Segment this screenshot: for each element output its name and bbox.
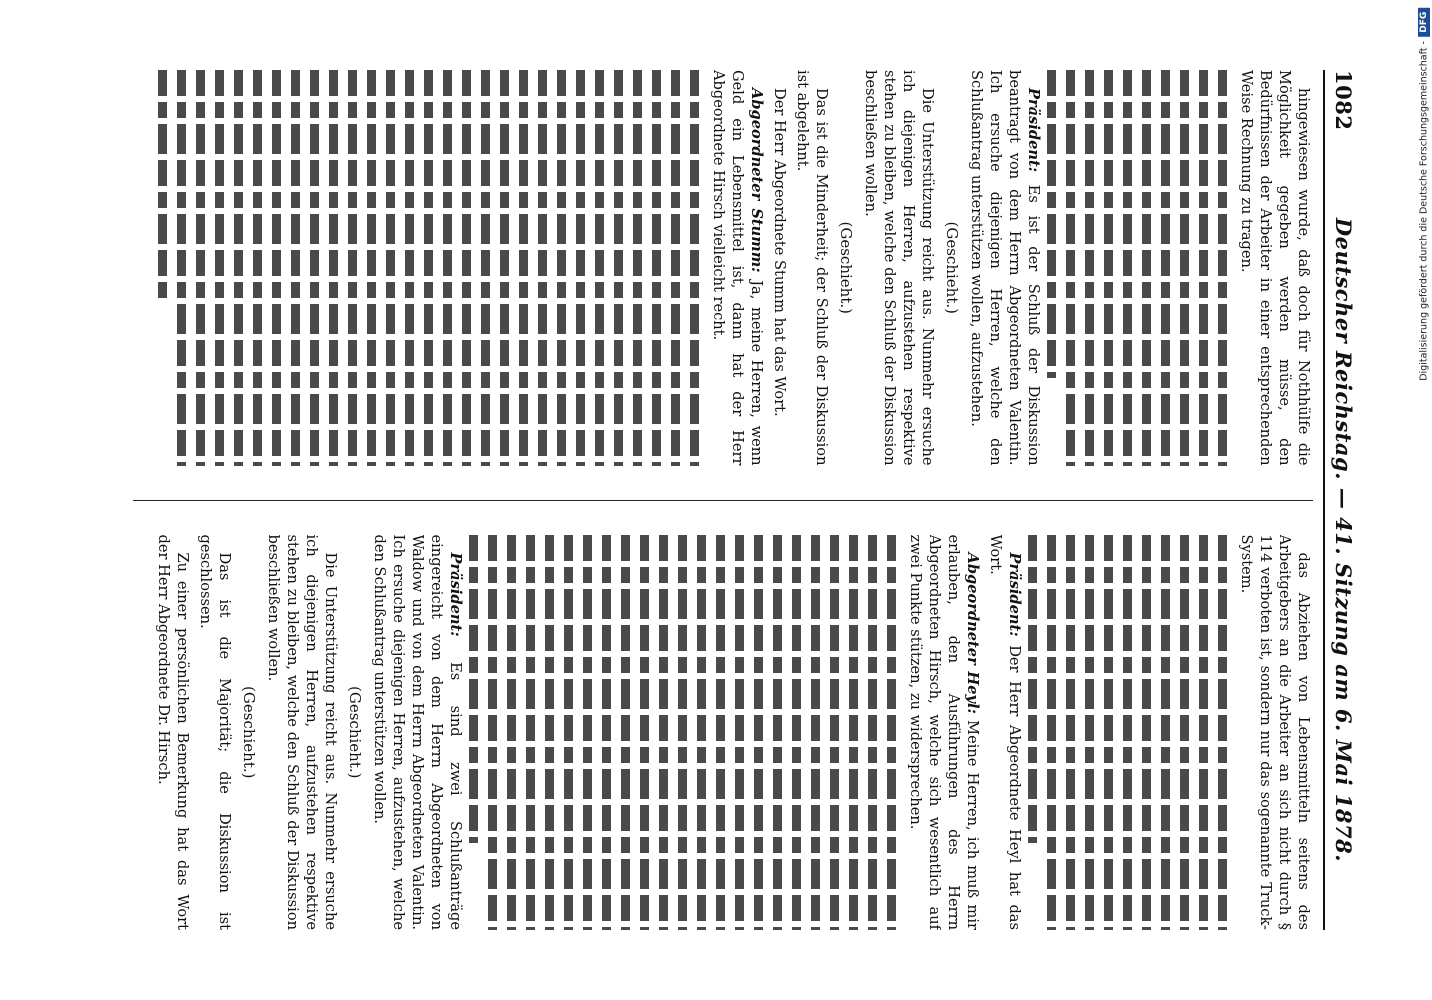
text-line [154,70,173,299]
procedural-note: (Geschieht.) [837,221,855,314]
speaker-label: Abgeordneter Heyl: [964,552,981,714]
text-line [496,70,515,466]
statement-text: Meine Herren, ich muß mir erlauben, den Ausführungen des Herrn Abgeordneten Hirsch, welche sich wesentlich auf zwei Punkte stützen, zu widersprechen. [907,534,981,930]
text-line [686,70,705,466]
text-line [344,70,363,466]
text-line [306,70,325,466]
text-line [439,70,458,466]
scanned-page [56,40,1376,960]
text-line [674,535,693,931]
text-line [826,535,845,931]
paragraph: Die Unterstützung reicht aus. Nunmehr ersuche ich diejenigen Herren, aufzustehen respektive stehen zu bleiben, welche den Schluß der Diskussion beschließen wollen. [862,70,936,466]
text-line [1024,535,1043,843]
paragraph: Die Unterstützung reicht aus. Nunmehr ersuche ich diejenigen Herren, aufzustehen respektive stehen zu bleiben, welche den Schluß der Diskussion beschließen wollen. [265,534,339,930]
text-line [211,70,230,466]
president-statement [967,70,1043,466]
text-line [712,535,731,931]
text-line [192,70,211,466]
text-line [515,70,534,466]
text-line [1176,535,1195,931]
procedural-note: (Geschieht.) [346,686,364,779]
column-divider [133,500,1313,501]
text-line [648,70,667,466]
paragraph: Das ist die Majorität; die Diskussion ist geschlossen. [197,534,233,930]
procedural-note: (Geschieht.) [240,686,258,779]
text-line [807,535,826,931]
text-line [1119,70,1138,466]
left-column [133,70,1313,466]
text-line [591,70,610,466]
text-line [1195,535,1214,931]
text-line [617,535,636,931]
text-line [458,70,477,466]
text-line [1100,535,1119,931]
paragraph: hingewiesen wurde, daß doch für Nothhülfe die Möglichkeit gegeben werden müsse, den Bedürfnissen der Arbeiter in einer entsprechenden Weise Rechnung zu tragen. [1238,70,1312,466]
statement-text: Ja, meine Herren, wenn Geld ein Lebensmittel ist, dann hat der Herr Abgeordnete Hirsch vielleicht recht. [710,70,765,466]
digitization-text: Digitalisierung gefördert durch die Deutsche Forschungsgemeinschaft - [1418,41,1430,381]
dfg-logo-icon: DFG [1418,8,1430,37]
paragraph: das Abziehen von Lebensmitteln seitens des Arbeitgebers an die Arbeiter an sich nicht durch § 114 verboten ist, sondern nur das sogenannte Truck-System. [1238,534,1312,930]
statement-text: Der Herr Abgeordnete Heyl hat das Wort. [987,534,1023,930]
text-line [1119,535,1138,931]
text-line [1062,70,1081,466]
speaker-label: Abgeordneter Stumm: [748,88,765,273]
paragraph: Der Herr Abgeordnete Stumm hat das Wort. [771,88,788,417]
text-line [560,535,579,931]
text-line [572,70,591,466]
text-line [750,535,769,931]
text-line [636,535,655,931]
text-line [287,70,306,466]
text-line [401,70,420,466]
text-line [629,70,648,466]
text-line [864,535,883,931]
text-line [465,535,484,843]
procedural-note: (Geschieht.) [943,221,961,314]
text-line [693,535,712,931]
text-line [1195,70,1214,466]
speaker-label: Präsident: [1006,552,1023,637]
paragraph: Das ist die Minderheit; der Schluß der Diskussion ist abgelehnt. [794,70,830,466]
text-line [769,535,788,931]
text-line [1214,535,1233,931]
statement-text: Es sind zwei Schlußanträge eingereicht von dem Herrn Abgeordneten von Waldow und von dem Herrn Abgeordneten Valentin. Ich ersuche diejenigen Herren, aufzustehen, welche den Schlußantrag unterstützen wollen. [371,534,464,930]
text-line [1081,535,1100,931]
text-line [667,70,686,466]
page-number: 1082 [1331,70,1356,131]
running-header [1323,70,1356,930]
text-line [788,535,807,931]
text-line [420,70,439,466]
text-line [382,70,401,466]
digitization-note [1418,8,1430,381]
text-line [1081,70,1100,466]
text-line [1043,70,1062,378]
text-line [230,70,249,466]
text-line [363,70,382,466]
text-line [845,535,864,931]
text-line [1062,535,1081,931]
text-columns [133,70,1313,930]
text-line [1157,535,1176,931]
text-line [883,535,902,931]
text-line [484,535,503,931]
text-line [541,535,560,931]
speaker-statement [906,535,982,931]
text-line [598,535,617,931]
right-column [133,535,1313,931]
text-line [579,535,598,931]
text-line [522,535,541,931]
statement-text: Es ist der Schluß der Diskussion beantragt von dem Herrn Abgeordneten Valentin. Ich ersuche diejenigen Herren, welche den Schlußantrag unterstützen wollen, aufzustehen. [968,70,1042,466]
speaker-statement [709,70,766,466]
text-line [1176,70,1195,466]
text-line [268,70,287,466]
running-title: Deutscher Reichstag. — 41. Sitzung am 6. Mai 1878. [1331,217,1356,863]
text-line [173,70,192,466]
text-line [325,70,344,466]
speaker-label: Präsident: [1025,88,1042,173]
text-line [731,535,750,931]
text-line [503,535,522,931]
text-line [1138,70,1157,466]
president-statement [986,535,1024,931]
text-line [1157,70,1176,466]
president-statement [370,535,465,931]
text-line [1138,535,1157,931]
text-line [534,70,553,466]
paragraph: Zu einer persönlichen Bemerkung hat das Wort der Herr Abgeordnete Dr. Hirsch. [155,534,191,930]
text-line [477,70,496,466]
text-line [610,70,629,466]
text-line [249,70,268,466]
text-line [1100,70,1119,466]
text-line [1214,70,1233,466]
text-line [553,70,572,466]
text-line [1043,535,1062,931]
speaker-label: Präsident: [447,552,464,637]
text-line [655,535,674,931]
